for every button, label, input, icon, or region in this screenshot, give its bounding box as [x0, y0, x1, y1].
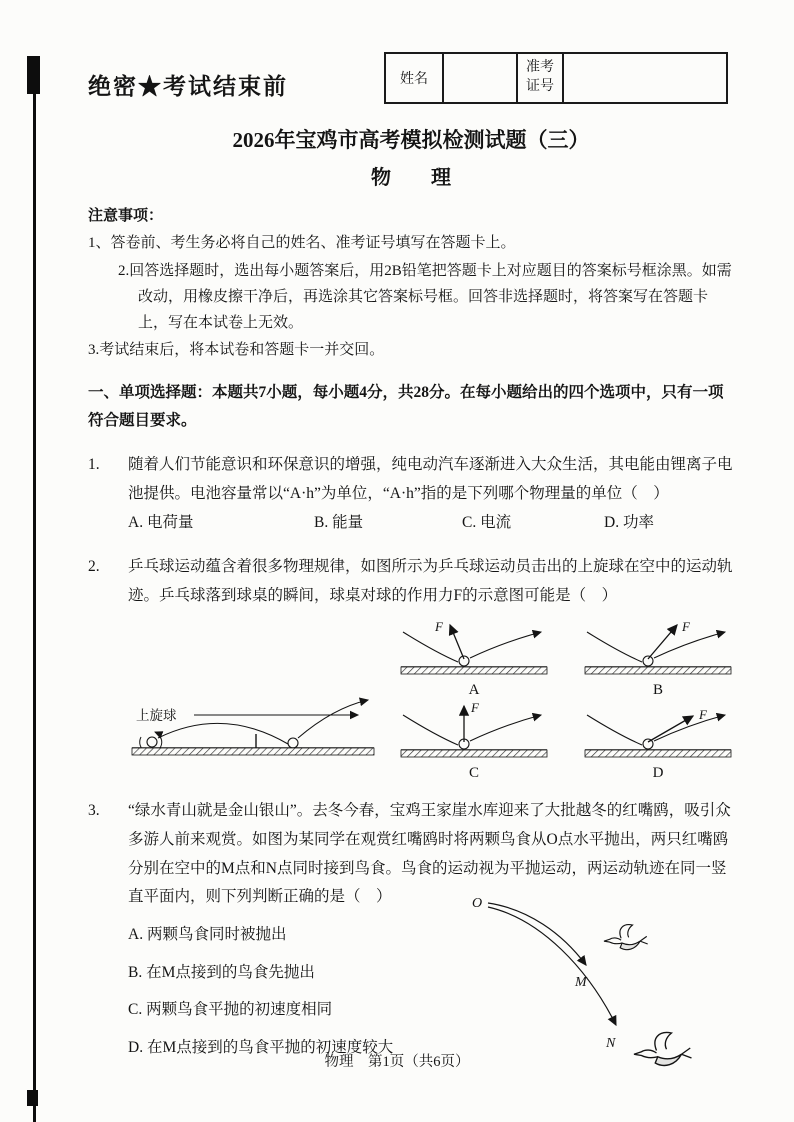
topspin-trajectory-figure	[128, 660, 378, 760]
question-2-body	[128, 553, 734, 782]
question-2-figure	[128, 618, 734, 782]
q2-option-b-figure	[582, 618, 734, 680]
force-arrow	[450, 625, 464, 659]
candidate-info-table	[384, 52, 728, 104]
point-m-label: M	[575, 975, 587, 991]
q1-option-d: D. 功率	[604, 514, 654, 532]
trajectory-to-n	[488, 907, 616, 1025]
ball-icon	[643, 656, 653, 666]
bounce-trajectory	[298, 700, 368, 738]
question-1-number: 1.	[88, 455, 100, 473]
notice-item-1: 1、答卷前、考生务必将自己的姓名、准考证号填写在答题卡上。	[88, 235, 516, 252]
q1-option-c: C. 电流	[462, 514, 512, 532]
question-1-body	[128, 451, 734, 538]
ticket-label-cell: 准考证号	[517, 53, 563, 103]
point-n-label: N	[606, 1036, 616, 1052]
q3-option-c: C. 两颗鸟食平抛的初速度相同	[128, 1001, 333, 1019]
question-3-number: 3.	[88, 802, 100, 820]
table-surface	[401, 750, 547, 757]
q1-option-a: A. 电荷量	[128, 514, 194, 532]
ticket-blank-cell	[563, 53, 727, 103]
outgoing-trajectory	[470, 715, 541, 741]
q2-option-d-letter: D	[652, 765, 664, 782]
paper-header	[88, 52, 734, 104]
q2-option-a-letter: A	[468, 682, 480, 699]
question-1	[88, 451, 734, 538]
question-3-options	[128, 921, 467, 1063]
question-1-text: 随着人们节能意识和环保意识的增强，纯电动汽车逐渐进入大众生活，其电能由锂离子电池提供。电池容量常以“A·h”为单位，“A·h”指的是下列哪个物理量的单位（ ）	[128, 455, 733, 502]
q2-option-c-cell	[398, 701, 550, 782]
name-blank-cell	[443, 53, 517, 103]
topspin-label: 上旋球	[136, 708, 177, 724]
notice-item-3: 3.考试结束后，将本试卷和答题卡一并交回。	[88, 342, 385, 359]
q2-option-a-figure	[398, 618, 550, 680]
table-surface	[401, 667, 547, 674]
incoming-trajectory	[587, 632, 642, 662]
q2-option-c-letter: C	[468, 765, 479, 782]
notice-heading: 注意事项：	[88, 208, 164, 224]
scan-artifact-bottom	[27, 1090, 38, 1106]
outgoing-trajectory	[470, 632, 541, 658]
paper-subject: 物 理	[371, 167, 451, 189]
incoming-trajectory	[403, 715, 458, 745]
incoming-trajectory	[158, 724, 288, 745]
trajectory-to-m	[488, 903, 586, 965]
q1-option-b: B. 能量	[314, 514, 364, 532]
force-label: F	[435, 619, 443, 635]
section-one-heading: 一、单项选择题：本题共7小题，每小题4分，共28分。在每小题给出的四个选项中，只有一项符合题目要求。	[88, 383, 724, 430]
force-label: F	[699, 707, 707, 723]
q3-option-d: D. 在M点接到的鸟食平抛的初速度较大	[128, 1038, 394, 1056]
point-o-label: O	[472, 896, 483, 912]
outgoing-trajectory	[654, 715, 725, 741]
q2-option-a-cell	[398, 618, 550, 699]
table-surface	[132, 748, 374, 755]
question-2-text: 乒乓球运动蕴含着很多物理规律，如图所示为乒乓球运动员击出的上旋球在空中的运动轨迹。乒乓球落到球桌的瞬间，球桌对球的作用力F的示意图可能是（ ）	[128, 557, 733, 604]
q2-option-b-letter: B	[652, 682, 663, 699]
page-footer: 物理 第1页（共6页）	[324, 1054, 470, 1070]
incoming-trajectory	[587, 715, 642, 745]
force-label: F	[682, 619, 690, 635]
q2-option-d-cell	[582, 701, 734, 782]
seagull-at-m-icon	[604, 925, 648, 950]
q2-option-c-figure	[398, 701, 550, 763]
outgoing-trajectory	[654, 632, 725, 658]
q2-option-grid	[398, 618, 734, 782]
incoming-trajectory	[403, 632, 458, 662]
table-surface	[585, 667, 731, 674]
question-2	[88, 553, 734, 782]
q2-option-d-figure	[582, 701, 734, 763]
scan-artifact-edge-line	[33, 92, 36, 1122]
question-2-number: 2.	[88, 557, 100, 575]
paper-title: 2026年宝鸡市高考模拟检测试题（三）	[232, 128, 590, 152]
scan-artifact-top	[27, 56, 40, 94]
q3-option-b: B. 在M点接到的鸟食先抛出	[128, 963, 315, 981]
q3-option-a: A. 两颗鸟食同时被抛出	[128, 925, 287, 943]
notice-section	[88, 203, 734, 364]
secrecy-banner: 绝密★考试结束前	[88, 74, 288, 99]
q2-option-b-cell	[582, 618, 734, 699]
force-label: F	[471, 701, 479, 716]
question-1-options	[128, 509, 734, 538]
table-surface	[585, 750, 731, 757]
force-arrow	[648, 716, 693, 742]
name-label-cell: 姓名	[385, 53, 443, 103]
notice-item-2: 2.回答选择题时，选出每小题答案后，用2B铅笔把答题卡上对应题目的答案标号框涂黑。如需改动，用橡皮擦干净后，再选涂其它答案标号框。回答非选择题时，将答案写在答题卡上，写在本试卷上无效。	[118, 262, 732, 331]
ball-at-bounce-icon	[288, 738, 298, 748]
question-3-text: “绿水青山就是金山银山”。去冬今春，宝鸡王家崖水库迎来了大批越冬的红嘴鸥，吸引众多游人前来观赏。如图为某同学在观赏红嘴鸥时将两颗鸟食从O点水平抛出，两只红嘴鸥分别在空中的M点和N点同时接到鸟食。鸟食的运动视为平抛运动，两运动轨迹在同一竖直平面内，则下列判断正确的是（ ）	[128, 802, 731, 906]
ball-icon	[147, 737, 157, 747]
